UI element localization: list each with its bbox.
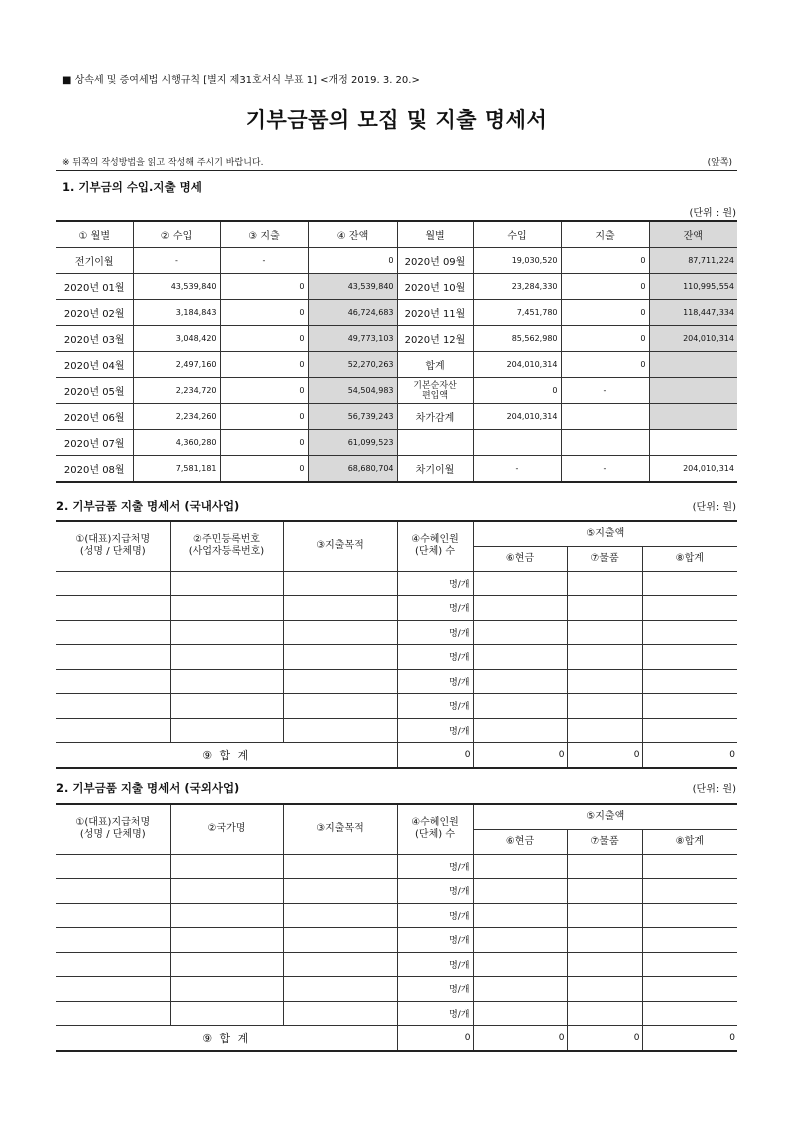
month-cell: 차기이월 — [397, 456, 473, 483]
entry-cell[interactable] — [642, 645, 737, 670]
entry-cell[interactable] — [642, 694, 737, 719]
table-row — [56, 430, 737, 456]
header-reg-number: ②주민등록번호 (사업자등록번호) — [170, 521, 283, 571]
expense-cell: - — [220, 248, 308, 274]
entry-cell[interactable] — [56, 928, 170, 953]
entry-cell[interactable] — [473, 952, 567, 977]
entry-cell[interactable] — [170, 977, 283, 1002]
table-row — [56, 645, 737, 670]
income-cell: 204,010,314 — [473, 352, 561, 378]
balance-cell — [649, 404, 737, 430]
month-cell: 2020년 12월 — [397, 326, 473, 352]
entry-cell[interactable] — [56, 596, 170, 621]
entry-cell[interactable] — [567, 977, 642, 1002]
entry-cell[interactable] — [170, 596, 283, 621]
entry-cell[interactable] — [473, 977, 567, 1002]
header-country: ②국가명 — [170, 804, 283, 854]
table-row — [56, 854, 737, 879]
balance-cell — [649, 430, 737, 456]
total-value: 0 — [642, 1026, 737, 1051]
table-row — [56, 879, 737, 904]
table-row — [56, 620, 737, 645]
section1-unit: (단위 : 원) — [689, 208, 736, 219]
section2-unit: (단위: 원) — [692, 502, 736, 513]
expense-cell — [561, 404, 649, 430]
header-balance: ④ 잔액 — [308, 221, 397, 248]
entry-cell[interactable] — [642, 669, 737, 694]
entry-cell[interactable] — [56, 854, 170, 879]
entry-cell[interactable] — [567, 879, 642, 904]
table-row — [56, 596, 737, 621]
month-cell: 2020년 01월 — [56, 274, 133, 300]
entry-cell[interactable] — [473, 854, 567, 879]
expense-cell: 0 — [220, 300, 308, 326]
expense-cell: 0 — [220, 430, 308, 456]
beneficiary-count-cell[interactable]: 명/개 — [397, 903, 473, 928]
header-purpose: ③지출목적 — [283, 521, 397, 571]
balance-cell: 61,099,523 — [308, 430, 397, 456]
total-row — [56, 743, 737, 768]
expense-cell: 0 — [561, 248, 649, 274]
entry-cell[interactable] — [567, 645, 642, 670]
income-cell: 3,048,420 — [133, 326, 220, 352]
month-cell: 합계 — [397, 352, 473, 378]
entry-cell[interactable] — [283, 645, 397, 670]
entry-cell[interactable] — [473, 718, 567, 743]
entry-cell[interactable] — [283, 952, 397, 977]
expense-cell: 0 — [561, 352, 649, 378]
beneficiary-count-cell[interactable]: 명/개 — [397, 977, 473, 1002]
expense-cell: 0 — [220, 456, 308, 483]
income-cell: 204,010,314 — [473, 404, 561, 430]
entry-cell[interactable] — [642, 596, 737, 621]
entry-cell[interactable] — [473, 928, 567, 953]
entry-cell[interactable] — [56, 1001, 170, 1026]
expense-cell — [561, 430, 649, 456]
income-cell: 7,451,780 — [473, 300, 561, 326]
table-row — [56, 378, 737, 404]
entry-cell[interactable] — [567, 854, 642, 879]
expense-cell: - — [561, 456, 649, 483]
balance-cell — [649, 352, 737, 378]
table-row — [56, 669, 737, 694]
entry-cell[interactable] — [473, 669, 567, 694]
entry-cell[interactable] — [56, 645, 170, 670]
income-cell: 2,497,160 — [133, 352, 220, 378]
entry-cell[interactable] — [473, 596, 567, 621]
entry-cell[interactable] — [170, 620, 283, 645]
table-row — [56, 300, 737, 326]
income-cell: - — [473, 456, 561, 483]
entry-cell[interactable] — [56, 718, 170, 743]
entry-cell[interactable] — [473, 879, 567, 904]
month-cell: 2020년 09월 — [397, 248, 473, 274]
entry-cell[interactable] — [56, 694, 170, 719]
month-cell: 2020년 02월 — [56, 300, 133, 326]
entry-cell[interactable] — [567, 571, 642, 596]
section2-title: 2. 기부금품 지출 명세서 (국내사업) — [56, 499, 240, 513]
month-cell: 기본순자산 편입액 — [397, 378, 473, 404]
total-value: 0 — [567, 743, 642, 768]
entry-cell[interactable] — [170, 952, 283, 977]
entry-cell[interactable] — [56, 977, 170, 1002]
entry-cell[interactable] — [473, 645, 567, 670]
header-goods: ⑦물품 — [567, 546, 642, 571]
month-cell: 전기이월 — [56, 248, 133, 274]
beneficiary-count-cell[interactable]: 명/개 — [397, 694, 473, 719]
balance-cell: 52,270,263 — [308, 352, 397, 378]
income-cell: 2,234,720 — [133, 378, 220, 404]
table-row — [56, 326, 737, 352]
total-label: ⑨ 합 계 — [56, 743, 397, 768]
balance-cell: 0 — [308, 248, 397, 274]
entry-cell[interactable] — [170, 645, 283, 670]
entry-cell[interactable] — [56, 669, 170, 694]
expense-cell: 0 — [220, 378, 308, 404]
income-cell: 0 — [473, 378, 561, 404]
balance-cell: 87,711,224 — [649, 248, 737, 274]
table-row — [56, 1001, 737, 1026]
total-label: ⑨ 합 계 — [56, 1026, 397, 1051]
entry-cell[interactable] — [170, 1001, 283, 1026]
balance-cell: 110,995,554 — [649, 274, 737, 300]
entry-cell[interactable] — [283, 854, 397, 879]
entry-cell[interactable] — [642, 952, 737, 977]
entry-cell[interactable] — [283, 620, 397, 645]
overseas-expense-table — [56, 803, 737, 1052]
income-cell: 4,360,280 — [133, 430, 220, 456]
entry-cell[interactable] — [642, 1001, 737, 1026]
section3-unit: (단위: 원) — [692, 784, 736, 795]
beneficiary-count-cell[interactable]: 명/개 — [397, 854, 473, 879]
entry-cell[interactable] — [642, 928, 737, 953]
header-divider — [56, 170, 737, 171]
income-cell: 43,539,840 — [133, 274, 220, 300]
income-cell: 85,562,980 — [473, 326, 561, 352]
income-cell: 23,284,330 — [473, 274, 561, 300]
income-cell: - — [133, 248, 220, 274]
expense-cell: 0 — [561, 274, 649, 300]
entry-cell[interactable] — [567, 928, 642, 953]
front-page-label: (앞쪽) — [707, 158, 732, 168]
entry-cell[interactable] — [170, 669, 283, 694]
header-balance-2: 잔액 — [649, 221, 737, 248]
entry-cell[interactable] — [283, 596, 397, 621]
month-cell: 2020년 10월 — [397, 274, 473, 300]
balance-cell: 204,010,314 — [649, 456, 737, 483]
entry-cell[interactable] — [283, 571, 397, 596]
expense-cell: 0 — [220, 274, 308, 300]
header-amount: ⑤지출액 — [473, 804, 737, 829]
section3-title: 2. 기부금품 지출 명세서 (국외사업) — [56, 781, 240, 795]
entry-cell[interactable] — [170, 694, 283, 719]
domestic-expense-table — [56, 520, 737, 769]
entry-cell[interactable] — [56, 879, 170, 904]
header-goods: ⑦물품 — [567, 829, 642, 854]
beneficiary-count-cell[interactable]: 명/개 — [397, 669, 473, 694]
beneficiary-count-cell[interactable]: 명/개 — [397, 620, 473, 645]
balance-cell: 118,447,334 — [649, 300, 737, 326]
header-month: ① 월별 — [56, 221, 133, 248]
total-value: 0 — [473, 1026, 567, 1051]
entry-cell[interactable] — [283, 928, 397, 953]
entry-cell[interactable] — [170, 571, 283, 596]
entry-cell[interactable] — [283, 718, 397, 743]
balance-cell — [649, 378, 737, 404]
entry-cell[interactable] — [170, 718, 283, 743]
balance-cell: 54,504,983 — [308, 378, 397, 404]
table-row — [56, 274, 737, 300]
page-title: 기부금품의 모집 및 지출 명세서 — [245, 108, 548, 132]
entry-cell[interactable] — [283, 694, 397, 719]
header-expense-2: 지출 — [561, 221, 649, 248]
total-value: 0 — [397, 1026, 473, 1051]
entry-cell[interactable] — [473, 903, 567, 928]
table-header-row — [56, 221, 737, 248]
balance-cell: 56,739,243 — [308, 404, 397, 430]
entry-cell[interactable] — [567, 952, 642, 977]
table-row — [56, 404, 737, 430]
entry-cell[interactable] — [567, 669, 642, 694]
table-row — [56, 248, 737, 274]
header-cash: ⑥현금 — [473, 829, 567, 854]
header-payee: ①(대표)지급처명 (성명 / 단체명) — [56, 804, 170, 854]
month-cell: 2020년 04월 — [56, 352, 133, 378]
total-value: 0 — [567, 1026, 642, 1051]
header-month-2: 월별 — [397, 221, 473, 248]
entry-cell[interactable] — [170, 854, 283, 879]
entry-cell[interactable] — [283, 977, 397, 1002]
entry-cell[interactable] — [567, 1001, 642, 1026]
beneficiary-count-cell[interactable]: 명/개 — [397, 879, 473, 904]
entry-cell[interactable] — [473, 620, 567, 645]
table-row — [56, 571, 737, 596]
entry-cell[interactable] — [283, 879, 397, 904]
beneficiary-count-cell[interactable]: 명/개 — [397, 645, 473, 670]
entry-cell[interactable] — [56, 571, 170, 596]
entry-cell[interactable] — [56, 903, 170, 928]
month-cell: 2020년 08월 — [56, 456, 133, 483]
expense-cell: - — [561, 378, 649, 404]
table-row — [56, 928, 737, 953]
entry-cell[interactable] — [642, 977, 737, 1002]
expense-cell: 0 — [561, 326, 649, 352]
month-cell: 2020년 03월 — [56, 326, 133, 352]
income-cell — [473, 430, 561, 456]
table-row — [56, 456, 737, 483]
entry-cell[interactable] — [473, 1001, 567, 1026]
header-sum: ⑧합계 — [642, 829, 737, 854]
entry-cell[interactable] — [567, 718, 642, 743]
instruction-note: ※ 뒤쪽의 작성방법을 읽고 작성해 주시기 바랍니다. — [62, 158, 264, 168]
income-expense-table — [56, 220, 737, 483]
entry-cell[interactable] — [473, 694, 567, 719]
entry-cell[interactable] — [642, 718, 737, 743]
income-cell: 7,581,181 — [133, 456, 220, 483]
entry-cell[interactable] — [567, 620, 642, 645]
entry-cell[interactable] — [283, 903, 397, 928]
header-cash: ⑥현금 — [473, 546, 567, 571]
total-value: 0 — [473, 743, 567, 768]
month-cell: 2020년 05월 — [56, 378, 133, 404]
beneficiary-count-cell[interactable]: 명/개 — [397, 952, 473, 977]
income-cell: 19,030,520 — [473, 248, 561, 274]
header-income: ② 수입 — [133, 221, 220, 248]
beneficiary-count-cell[interactable]: 명/개 — [397, 596, 473, 621]
entry-cell[interactable] — [283, 1001, 397, 1026]
header-payee: ①(대표)지급처명 (성명 / 단체명) — [56, 521, 170, 571]
income-cell: 2,234,260 — [133, 404, 220, 430]
header-sum: ⑧합계 — [642, 546, 737, 571]
table-row — [56, 952, 737, 977]
entry-cell[interactable] — [170, 879, 283, 904]
balance-cell: 43,539,840 — [308, 274, 397, 300]
expense-cell: 0 — [561, 300, 649, 326]
balance-cell: 49,773,103 — [308, 326, 397, 352]
header-beneficiaries: ④수혜인원 (단체) 수 — [397, 521, 473, 571]
month-cell: 2020년 07월 — [56, 430, 133, 456]
header-amount: ⑤지출액 — [473, 521, 737, 546]
entry-cell[interactable] — [567, 694, 642, 719]
table-row — [56, 977, 737, 1002]
table-row — [56, 718, 737, 743]
beneficiary-count-cell[interactable]: 명/개 — [397, 571, 473, 596]
entry-cell[interactable] — [473, 571, 567, 596]
total-row — [56, 1026, 737, 1051]
balance-cell: 68,680,704 — [308, 456, 397, 483]
total-value: 0 — [397, 743, 473, 768]
section1-title: 1. 기부금의 수입.지출 명세 — [62, 180, 202, 194]
expense-cell: 0 — [220, 352, 308, 378]
income-cell: 3,184,843 — [133, 300, 220, 326]
month-cell: 차가감계 — [397, 404, 473, 430]
entry-cell[interactable] — [642, 903, 737, 928]
month-cell: 2020년 11월 — [397, 300, 473, 326]
header-beneficiaries: ④수혜인원 (단체) 수 — [397, 804, 473, 854]
beneficiary-count-cell[interactable]: 명/개 — [397, 718, 473, 743]
table-row — [56, 694, 737, 719]
entry-cell[interactable] — [56, 952, 170, 977]
entry-cell[interactable] — [170, 903, 283, 928]
expense-cell: 0 — [220, 404, 308, 430]
entry-cell[interactable] — [642, 854, 737, 879]
total-value: 0 — [642, 743, 737, 768]
beneficiary-count-cell[interactable]: 명/개 — [397, 1001, 473, 1026]
header-expense: ③ 지출 — [220, 221, 308, 248]
header-purpose: ③지출목적 — [283, 804, 397, 854]
entry-cell[interactable] — [170, 928, 283, 953]
entry-cell[interactable] — [642, 879, 737, 904]
table-row — [56, 352, 737, 378]
entry-cell[interactable] — [283, 669, 397, 694]
header-income-2: 수입 — [473, 221, 561, 248]
month-cell — [397, 430, 473, 456]
balance-cell: 46,724,683 — [308, 300, 397, 326]
entry-cell[interactable] — [567, 596, 642, 621]
form-header-note: ■ 상속세 및 증여세법 시행규칙 [별지 제31호서식 부표 1] <개정 2019. 3. 20.> — [62, 75, 420, 86]
balance-cell: 204,010,314 — [649, 326, 737, 352]
entry-cell[interactable] — [56, 620, 170, 645]
beneficiary-count-cell[interactable]: 명/개 — [397, 928, 473, 953]
entry-cell[interactable] — [567, 903, 642, 928]
expense-cell: 0 — [220, 326, 308, 352]
entry-cell[interactable] — [642, 571, 737, 596]
entry-cell[interactable] — [642, 620, 737, 645]
month-cell: 2020년 06월 — [56, 404, 133, 430]
table-row — [56, 903, 737, 928]
